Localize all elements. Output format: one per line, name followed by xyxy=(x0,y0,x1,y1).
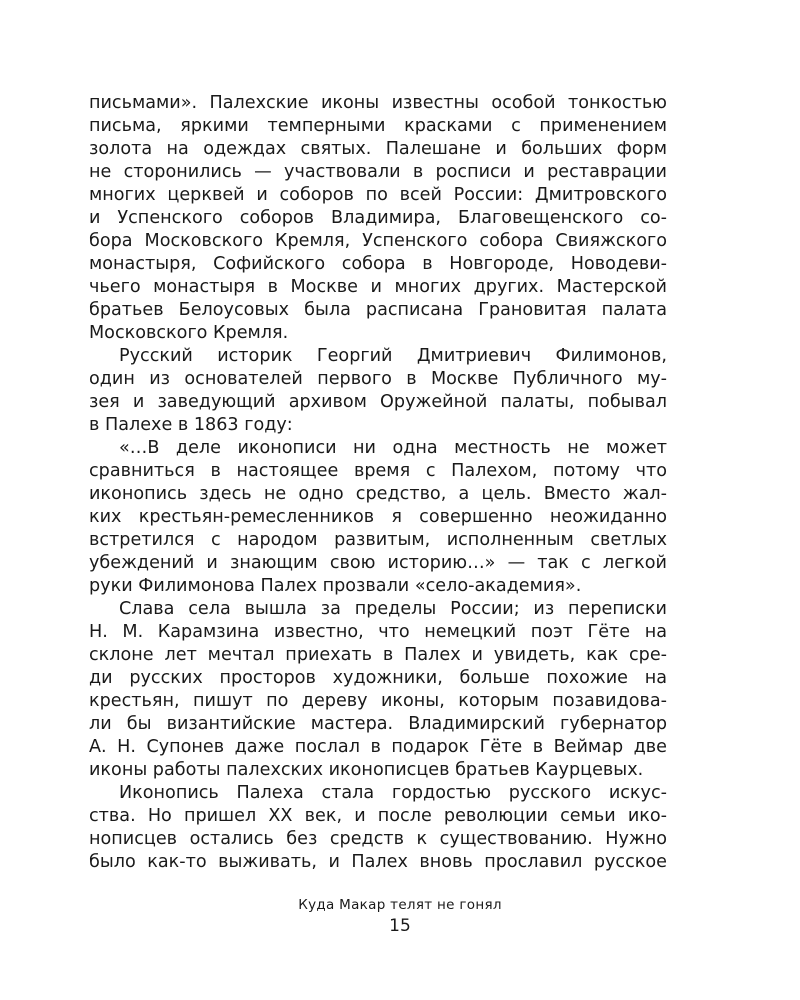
text-line: склоне лет мечтал приехать в Палех и увидеть, как сре- xyxy=(89,645,667,665)
text-line: и Успенского соборов Владимира, Благовещенского со- xyxy=(89,208,667,228)
text-line: братьев Белоусовых была расписана Грановитая палата xyxy=(89,300,667,320)
running-title: Куда Макар телят не гонял xyxy=(298,897,502,913)
text-line: золота на одеждах святых. Палешане и больших форм xyxy=(89,139,667,159)
text-line: письмами». Палехские иконы известны особой тонкостью xyxy=(89,93,667,113)
text-line: письма, яркими темперными красками с применением xyxy=(89,116,667,136)
text-line: Слава села вышла за пределы России; из переписки xyxy=(119,599,667,619)
text-line: ди русских просторов художники, больше похожие на xyxy=(89,668,667,688)
text-line: крестьян, пишут по дереву иконы, которым позавидова- xyxy=(89,691,667,711)
text-line: иконопись здесь не одно средство, а цель. Вместо жал- xyxy=(89,484,667,504)
text-line: было как-то выживать, и Палех вновь прославил русское xyxy=(89,852,667,872)
text-line: иконы работы палехских иконописцев братьев Каурцевых. xyxy=(89,760,644,780)
text-line: в Палехе в 1863 году: xyxy=(89,415,293,435)
text-line: ли бы византийские мастера. Владимирский губернатор xyxy=(89,714,667,734)
text-line: чьего монастыря в Москве и многих других. Мастерской xyxy=(89,277,667,297)
text-line: нописцев остались без средств к существованию. Нужно xyxy=(89,829,667,849)
text-line: ких крестьян-ремесленников я совершенно неожиданно xyxy=(89,507,667,527)
page-number: 15 xyxy=(389,916,411,936)
text-line: Иконопись Палеха стала гордостью русского искус- xyxy=(119,783,667,803)
text-line: один из основателей первого в Москве Публичного му- xyxy=(89,369,667,389)
text-line: не сторонились — участвовали в росписи и реставрации xyxy=(89,162,667,182)
text-line: «…В деле иконописи ни одна местность не может xyxy=(119,438,667,458)
text-line: убеждений и знающим свою историю…» — так с легкой xyxy=(89,553,667,573)
body-text xyxy=(89,92,667,874)
text-line: ства. Но пришел XX век, и после революции семьи ико- xyxy=(89,806,667,826)
text-line: Московского Кремля. xyxy=(89,323,289,343)
text-line: сравниться в настоящее время с Палехом, потому что xyxy=(89,461,667,481)
text-line: Н. М. Карамзина известно, что немецкий поэт Гёте на xyxy=(89,622,667,642)
text-line: монастыря, Софийского собора в Новгороде, Новодеви- xyxy=(89,254,667,274)
text-line: бора Московского Кремля, Успенского собора Свияжского xyxy=(89,231,667,251)
text-line: А. Н. Супонев даже послал в подарок Гёте в Веймар две xyxy=(89,737,667,757)
text-line: встретился с народом развитым, исполненным светлых xyxy=(89,530,667,550)
text-line: Русский историк Георгий Дмитриевич Филимонов, xyxy=(119,346,667,366)
text-line: руки Филимонова Палех прозвали «село-академия». xyxy=(89,576,582,596)
text-line: многих церквей и соборов по всей России: Дмитровского xyxy=(89,185,667,205)
text-line: зея и заведующий архивом Оружейной палаты, побывал xyxy=(89,392,667,412)
